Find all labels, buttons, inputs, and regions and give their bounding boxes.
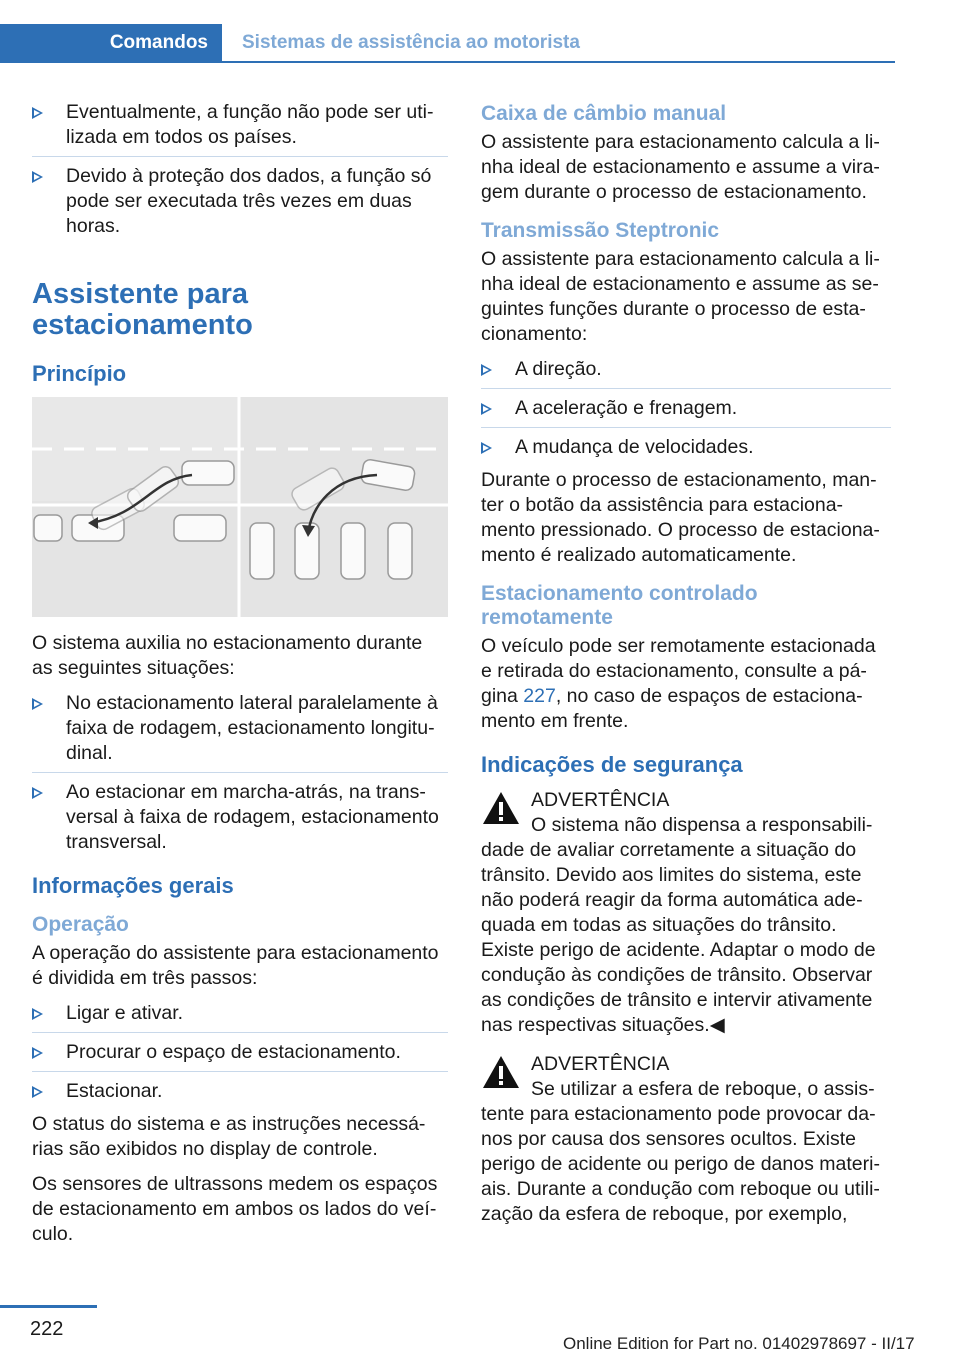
list-item: A direção. xyxy=(481,357,891,389)
warning-triangle-icon xyxy=(481,790,521,826)
paragraph-steptronic: O assistente para estacionamento calcula a li‐nha ideal de estacionamento e assume as se‐guintes funções durante o processo de esta‐cionamento: xyxy=(481,248,880,345)
page-number: 222 xyxy=(30,1318,64,1340)
heading-manual: Caixa de câmbio manual xyxy=(481,102,727,125)
triangle-bullet-icon xyxy=(32,1008,43,1020)
heading-remote: Estacionamento controlado remotamente xyxy=(481,582,758,629)
list-item: A aceleração e frenagem. xyxy=(481,396,891,428)
tab-comandos[interactable]: Comandos xyxy=(0,24,222,61)
heading-seguranca: Indicações de segurança xyxy=(481,752,743,777)
list-item: Eventualmente, a função não pode ser uti‐lizada em todos os países. xyxy=(32,100,448,157)
list-item: Ligar e ativar. xyxy=(32,1001,448,1033)
header-tabbar xyxy=(0,24,895,63)
warning-triangle-icon xyxy=(481,1054,521,1090)
triangle-bullet-icon xyxy=(32,1047,43,1059)
warning-title: ADVERTÊNCIA xyxy=(531,1053,670,1075)
triangle-bullet-icon xyxy=(32,107,43,119)
parking-illustration xyxy=(32,397,448,617)
triangle-bullet-icon xyxy=(481,442,492,454)
paragraph-sensors: Os sensores de ultrassons medem os espaços de estacionamento em ambos os lados do veí‐culo. xyxy=(32,1173,438,1245)
bullet-list-functions xyxy=(481,357,891,460)
tab-section-title[interactable]: Sistemas de assistência ao motorista xyxy=(242,32,580,53)
list-item: Estacionar. xyxy=(32,1079,448,1104)
left-column xyxy=(32,100,448,1257)
warning-text: O sistema não dispensa a responsabili‐dade de avaliar corretamente a situação do trânsito. Devido aos limites do sistema, este não poderá reagir da forma automática ade‐quada em todas as situações do trânsito. Existe perigo de acidente. Adaptar o modo de condução às condições de trânsito. Observar as condições de trânsito e intervir ativamente nas respectivas situações.◀ xyxy=(481,814,876,1036)
warning-text: Se utilizar a esfera de reboque, o assis‐tente para estacionamento pode provocar da‐nos por causa dos sensores ocultos. Existe perigo de acidente ou perigo de danos materi‐ais. Durante a condução com reboque ou utili‐zação da esfera de reboque, por exemplo, xyxy=(481,1078,880,1225)
paragraph-remote: O veículo pode ser remotamente estacionada e retirada do estacionamento, consulte a pá‐gina 227, no caso de espaços de estaciona‐mento em frente. xyxy=(481,635,876,732)
triangle-bullet-icon xyxy=(481,403,492,415)
heading-principio: Princípio xyxy=(32,361,127,386)
triangle-bullet-icon xyxy=(32,171,43,183)
paragraph-operacao: A operação do assistente para estacionamento é dividida em três passos: xyxy=(32,942,439,989)
list-item: No estacionamento lateral paralelamente à faixa de rodagem, estacionamento longitu‐dinal. xyxy=(32,691,448,773)
heading-operacao: Operação xyxy=(32,913,129,936)
list-item: Ao estacionar em marcha-atrás, na trans‐versal à faixa de rodagem, estacionamento transversal. xyxy=(32,780,448,855)
bullet-list-situations xyxy=(32,691,448,855)
paragraph-button: Durante o processo de estacionamento, man‐ter o botão da assistência para estaciona‐mento pressionado. O processo de estaciona‐mento é realizado automaticamente. xyxy=(481,469,880,566)
list-item: Procurar o espaço de estacionamento. xyxy=(32,1040,448,1072)
heading-steptronic: Transmissão Steptronic xyxy=(481,219,720,242)
list-item: Devido à proteção dos dados, a função só pode ser executada três vezes em duas horas. xyxy=(32,164,448,239)
warning-title: ADVERTÊNCIA xyxy=(531,789,670,811)
edition-note: Online Edition for Part no. 01402978697 - II/17 xyxy=(563,1334,915,1353)
right-column xyxy=(481,100,891,1237)
paragraph-manual: O assistente para estacionamento calcula a li‐nha ideal de estacionamento e assume a vira‐gem durante o processo de estacionamento. xyxy=(481,131,880,203)
triangle-bullet-icon xyxy=(32,787,43,799)
bullet-list-top xyxy=(32,100,448,239)
paragraph-status: O status do sistema e as instruções necessá‐rias são exibidos no display de controle. xyxy=(32,1113,426,1160)
warning-block-1 xyxy=(481,788,891,1038)
page-link-227[interactable]: 227 xyxy=(523,685,556,707)
heading-informacoes: Informações gerais xyxy=(32,873,234,898)
heading-assistente: Assistente para estacionamento xyxy=(32,278,253,341)
bullet-list-steps xyxy=(32,1001,448,1104)
list-item: A mudança de velocidades. xyxy=(481,435,891,460)
triangle-bullet-icon xyxy=(481,364,492,376)
triangle-bullet-icon xyxy=(32,698,43,710)
paragraph-intro: O sistema auxilia no estacionamento durante as seguintes situações: xyxy=(32,632,423,679)
warning-block-2 xyxy=(481,1052,891,1227)
triangle-bullet-icon xyxy=(32,1086,43,1098)
footer-rule xyxy=(0,1305,97,1308)
